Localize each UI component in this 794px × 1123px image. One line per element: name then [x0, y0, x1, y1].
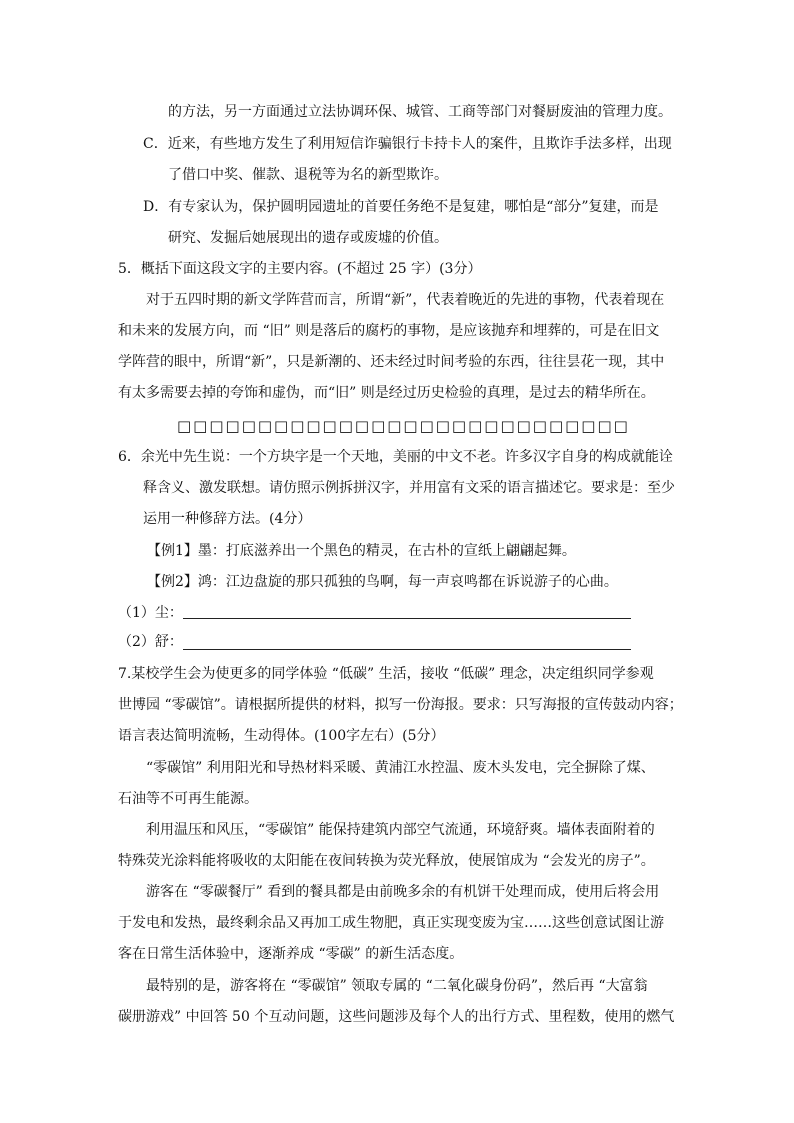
q5-passage-line-2: 和未来的发展方向，而 “旧” 则是落后的腐朽的事物，是应该抛弃和埋葬的，可是在旧文 [118, 323, 660, 339]
example-2: 【例2】鸿：江边盘旋的那只孤独的鸟啊，每一声哀鸣都在诉说游子的心曲。 [147, 574, 618, 590]
option-c-line-2: 了借口中奖、催款、退税等为名的新型欺诈。 [168, 167, 448, 183]
answer-1-label: （1）尘： [118, 605, 183, 621]
answer-2-blank[interactable] [183, 649, 631, 650]
material-para-4-line-2: 碳册游戏” 中回答 50 个互动问题，这些问题涉及每个人的出行方式、里程数，使用的燃气 [118, 1009, 675, 1025]
question-7-prompt-line-3: 语言表达简明流畅，生动得体。(100字左右）(5分） [118, 728, 445, 744]
answer-1-blank[interactable] [183, 618, 631, 619]
material-para-2-line-1: 利用温压和风压，“零碳馆” 能保持建筑内部空气流通，环境舒爽。墙体表面附着的 [146, 822, 655, 838]
option-b-continuation: 的方法，另一方面通过立法协调环保、城管、工商等部门对餐厨废油的管理力度。 [168, 104, 672, 120]
material-para-1-line-1: “零碳馆” 利用阳光和导热材料采暖、黄浦江水控温、废木头发电，完全摒除了煤、 [146, 760, 655, 776]
q5-passage-line-1: 对于五四时期的新文学阵营而言，所谓“新”，代表着晚近的先进的事物，代表着现在 [146, 292, 665, 308]
question-6-prompt-line-1: 6．余光中先生说：一个方块字是一个天地，美丽的中文不老。许多汉字自身的构成就能诠 [118, 449, 673, 465]
material-para-3-line-3: 客在日常生活体验中，逐渐养成 “零碳” 的新生活态度。 [118, 946, 464, 962]
q5-passage-line-3: 学阵营的眼中，所谓“新”，只是新潮的、还未经过时间考验的东西，往往昙花一现，其中 [118, 354, 665, 370]
material-para-1-line-2: 石油等不可再生能源。 [118, 791, 258, 807]
question-7-prompt-line-2: 世博园 “零碳馆”。请根据所提供的材料，拟写一份海报。要求：只写海报的宣传鼓动内容； [118, 697, 683, 713]
material-para-4-line-1: 最特别的是，游客将在 “零碳馆” 领取专属的 “二氧化碳身份码”，然后再 “大富翁 [146, 978, 648, 994]
question-7-prompt-line-1: 7.某校学生会为使更多的同学体验 “低碳” 生活，接收 “低碳” 理念，决定组织同学参观 [118, 666, 654, 682]
answer-2-label: （2）舒： [118, 634, 183, 650]
option-d-line-1: D．有专家认为，保护圆明园遗址的首要任务绝不是复建，哪怕是“部分”复建，而是 [143, 199, 659, 215]
question-5-prompt: 5．概括下面这段文字的主要内容。(不超过 25 字）(3分） [118, 261, 482, 277]
material-para-3-line-1: 游客在 “零碳餐厅” 看到的餐具都是由前晚多余的有机饼干处理而成，使用后将会用 [146, 884, 660, 900]
question-6-prompt-line-3: 运用一种修辞方法。(4分） [143, 511, 312, 527]
q5-passage-line-4: 有太多需要去掉的夸饰和虚伪，而“旧” 则是经过历史检验的真理，是过去的精华所在。 [118, 385, 655, 401]
material-para-3-line-2: 于发电和发热，最终剩余品又再加工成生物肥，真正实现变废为宝……这些创意试图让游 [118, 915, 664, 931]
example-1: 【例1】墨：打底滋养出一个黑色的精灵，在古朴的宣纸上翩翩起舞。 [147, 543, 576, 559]
question-6-prompt-line-2: 释含义、激发联想。请仿照示例拆拼汉字，并用富有文采的语言描述它。要求是：至少 [143, 480, 675, 496]
option-c-line-1: C．近来，有些地方发生了利用短信诈骗银行卡持卡人的案件，且欺诈手法多样，出现 [143, 136, 672, 152]
material-para-2-line-2: 特殊荧光涂料能将吸收的太阳能在夜间转换为荧光释放，使展馆成为 “会发光的房子”。 [118, 853, 655, 869]
answer-boxes: □□□□□□□□□□□□□□□□□□□□□□□□□□□□ [177, 417, 630, 435]
option-d-line-2: 研究、发掘后她展现出的遗存或废墟的价值。 [168, 230, 448, 246]
